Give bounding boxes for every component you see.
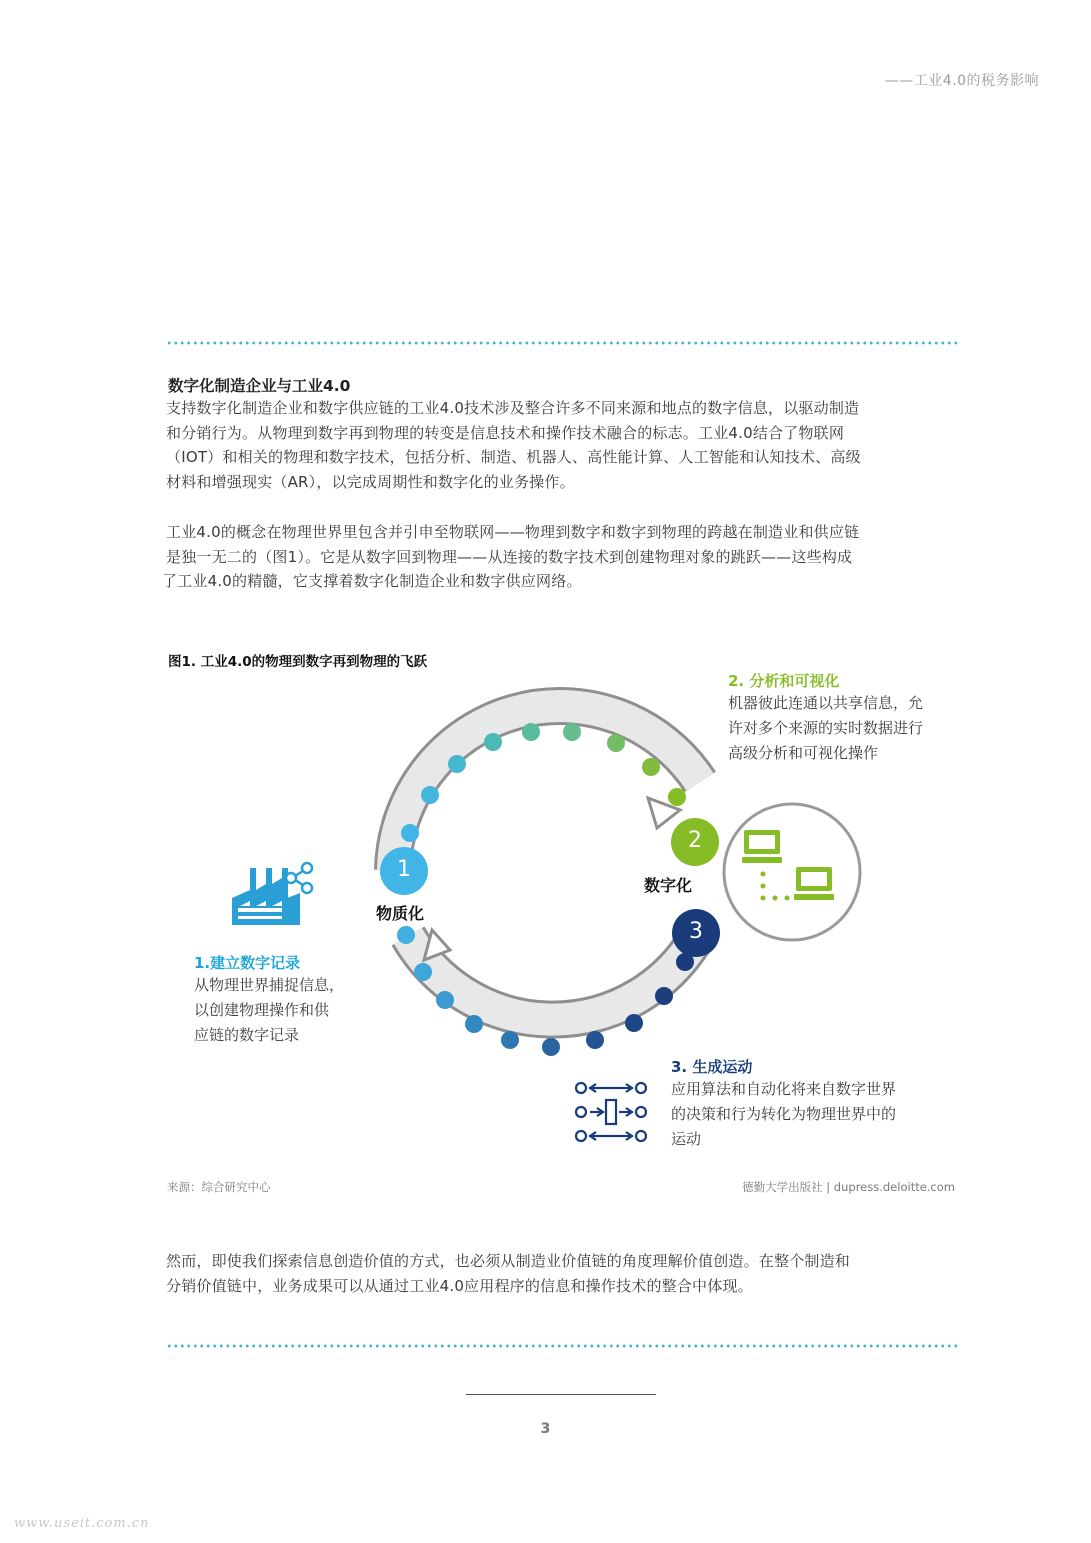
step-3-body [671,1077,896,1152]
figure-source: 来源：综合研究中心 [167,1180,271,1194]
paragraph-line: 分销价值链中，业务成果可以从通过工业4.0应用程序的信息和操作技术的整合中体现。 [166,1276,753,1295]
step-line: 的决策和行为转化为物理世界中的 [671,1105,897,1123]
paragraph-line: 和分销行为。从物理到数字再到物理的转变是信息技术和操作技术融合的标志。工业4.0结合了物联网 [166,423,845,442]
share-icon [286,863,312,893]
step-1-body [194,973,344,1048]
figure-title: 图1. 工业4.0的物理到数字再到物理的飞跃 [168,654,428,670]
step-line: 高级分析和可视化操作 [728,744,879,762]
step-1 [194,952,344,1048]
node-1-label: 物质化 [376,904,425,923]
paragraph-line: 了工业4.0的精髓，它支撑着数字化制造企业和数字供应网络。 [162,572,582,590]
figure-publisher: 德勤大学出版社 | dupress.deloitte.com [742,1180,955,1194]
paragraph-line: 是独一无二的（图1）。它是从数字回到物理——从连接的数字技术到创建物理对象的跳跃——这些构成 [166,547,853,566]
node-3-number: 3 [689,919,703,944]
watermark: www.useit.com.cn [14,1516,150,1531]
page-number: 3 [540,1421,551,1437]
section-title: 数字化制造企业与工业4.0 [168,377,351,395]
computer-loop-circle [724,804,860,940]
computer-icon [742,830,834,901]
step-2-body [728,691,923,766]
step-2 [728,670,923,766]
step-2-heading: 2. 分析和可视化 [728,672,840,690]
step-line: 以创建物理操作和供 [194,1001,330,1019]
upper-arc [393,706,700,870]
paragraph-line: 材料和增强现实（AR），以完成周期性和数字化的业务操作。 [166,472,575,491]
lower-arc [408,936,695,1020]
step-line: 应链的数字记录 [194,1026,300,1044]
paragraph-line: （IOT）和相关的物理和数字技术，包括分析、制造、机器人、高性能计算、人工智能和认知技术、高级 [166,448,861,466]
paragraph-line: 工业4.0的概念在物理世界里包含并引申至物联网——物理到数字和数字到物理的跨越在制造业和供应链 [166,523,860,541]
step-line: 应用算法和自动化将来自数字世界 [671,1080,897,1098]
paragraph-line: 支持数字化制造企业和数字供应链的工业4.0技术涉及整合许多不同来源和地点的数字信息，以驱动制造 [166,399,860,417]
paragraph-line: 然而，即使我们探索信息创造价值的方式，也必须从制造业价值链的角度理解价值创造。在整个制造和 [166,1252,851,1270]
step-line: 机器彼此连通以共享信息，允 [728,694,924,712]
step-line: 运动 [671,1130,702,1148]
running-header: ——工业4.0的税务影响 [884,73,1039,89]
node-2-number: 2 [688,828,702,853]
step-3-heading: 3. 生成运动 [671,1058,753,1076]
node-1-number: 1 [397,857,411,882]
step-line: 许对多个来源的实时数据进行 [728,719,924,737]
node-2-label: 数字化 [644,876,693,895]
step-line: 从物理世界捕捉信息， [194,976,345,994]
dotted-divider-bottom [166,1344,958,1348]
step-1-heading: 1.建立数字记录 [194,954,301,972]
step-3 [671,1056,896,1152]
footer-rule [466,1394,656,1395]
process-arrows-icon [576,1083,646,1141]
closing-paragraph [166,1249,961,1298]
